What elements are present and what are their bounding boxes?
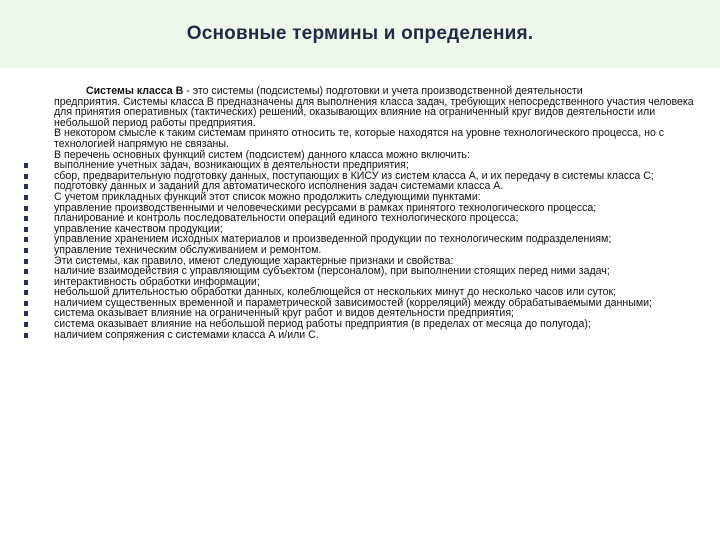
intro-definition: - это системы (подсистемы) подготовки и учета производственной деятельности [183, 85, 583, 97]
paragraph-functions-lead: В перечень основных функций систем (подсистем) данного класса можно включить: [54, 148, 470, 161]
list-item-text: управление производственными и человеческими ресурсами в рамках принятого технологического процесса; [54, 201, 597, 214]
list-item-text: небольшой длительностью обработки данных, колеблющейся от нескольких минут до несколько часов или суток; [54, 286, 617, 299]
list-item-text: планирование и контроль последовательности операций единого технологического процесса; [54, 212, 519, 225]
list-item-text: выполнение учетных задач, возникающих в деятельности предприятия; [54, 159, 409, 172]
bullet-icon [24, 216, 28, 221]
bullet-icon [24, 206, 28, 211]
list-item-text: С учетом прикладных функций этот список можно продолжить следующими пунктами: [54, 190, 481, 203]
list-item-text: подготовку данных и заданий для автоматического исполнения задач системами класса А. [54, 180, 504, 193]
slide-body [54, 86, 694, 340]
list-item-text: система оказывает влияние на ограниченный круг работ и видов деятельности предприятия; [54, 307, 514, 320]
bullet-icon [24, 259, 28, 264]
list-item [54, 330, 694, 341]
slide-title: Основные термины и определения. [186, 23, 534, 44]
bullet-icon [24, 227, 28, 232]
bullet-icon [24, 269, 28, 274]
bullet-icon [24, 248, 28, 253]
bullet-icon [24, 322, 28, 327]
list-item-text: Эти системы, как правило, имеют следующие характерные признаки и свойства: [54, 254, 454, 267]
bullet-icon [24, 311, 28, 316]
bullet-icon [24, 301, 28, 306]
bullet-icon [24, 333, 28, 338]
bullet-icon [24, 195, 28, 200]
list-item-text: система оказывает влияние на небольшой период работы предприятия (в пределах от месяца до полугода); [54, 318, 591, 331]
list-item-text: управление качеством продукции; [54, 222, 223, 235]
bullet-icon [24, 184, 28, 189]
intro-continuation: предприятия. Системы класса В предназначены для выполнения класса задач, требующих непосредственного участия человека для принятия оперативных (тактических) решений, оказывающих влияние на ограниченный круг видов деятельности или небольшой период работы предприятия. [54, 95, 694, 129]
bullet-icon [24, 290, 28, 295]
list-item-text: сбор, предварительную подготовку данных, поступающих в КИСУ из систем класса А, и их передачу в системы класса С; [54, 169, 654, 182]
list-item-text: управление техническим обслуживанием и ремонтом. [54, 243, 322, 256]
term-class-b: Системы класса В [86, 85, 184, 97]
list-item-text: управление хранением исходных материалов и произведенной продукции по технологическим подразделениям; [54, 233, 612, 246]
intro-paragraph [54, 86, 694, 97]
list-item-text: наличием сопряжения с системами класса А и/или С. [54, 328, 319, 341]
bullet-icon [24, 237, 28, 242]
list-item-text: интерактивность обработки информации; [54, 275, 260, 288]
bullet-icon [24, 280, 28, 285]
bullet-icon [24, 163, 28, 168]
paragraph-tech-process: В некотором смысле к таким системам принято относить те, которые находятся на уровне технологического процесса, но с технологией напрямую не связаны. [54, 127, 665, 150]
bullet-icon [24, 174, 28, 179]
list-item-text: наличие взаимодействия с управляющим субъектом (персоналом), при выполнении стоящих перед ними задач; [54, 265, 610, 278]
list-item-text: наличием существенных временной и параметрической зависимостей (корреляций) между обрабатываемыми данными; [54, 296, 652, 309]
